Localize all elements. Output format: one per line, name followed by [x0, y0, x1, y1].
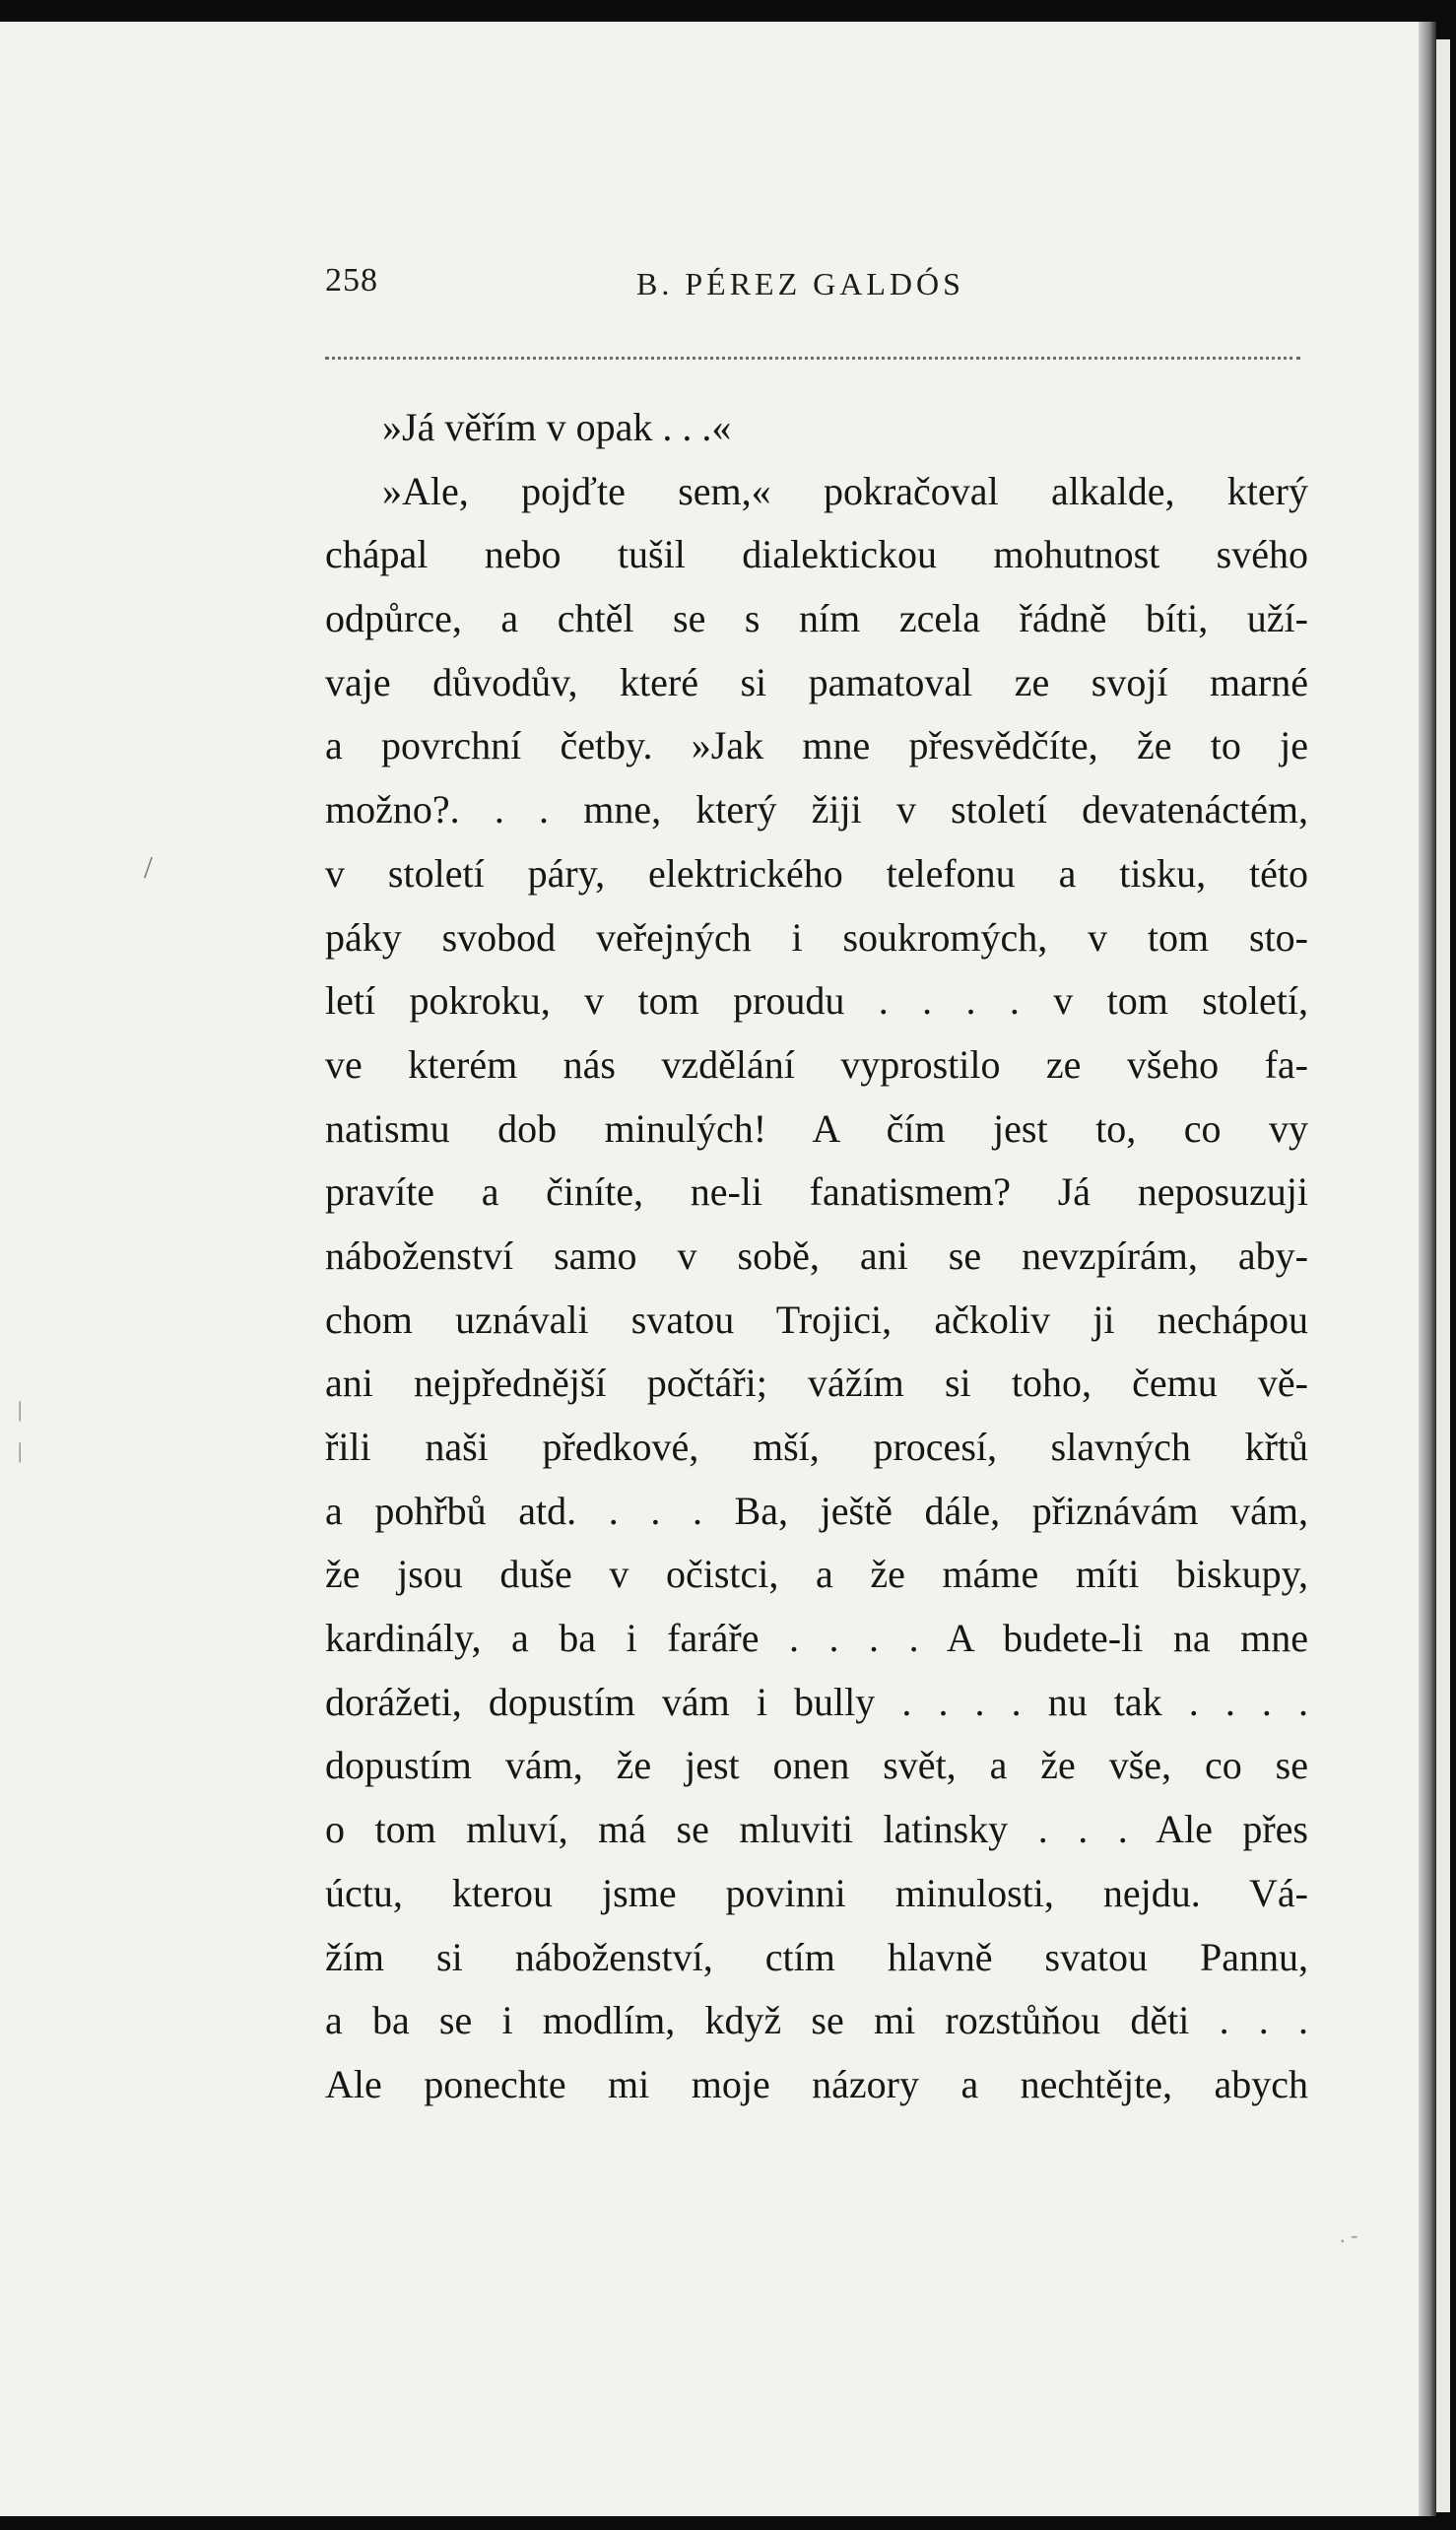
text-line: ani nejpřednější počtáři; vážím si toho, čemu vě-	[325, 1361, 1308, 1406]
header-dotted-rule	[325, 357, 1300, 360]
text-line: a ba se i modlím, když se mi rozstůňou děti . . .	[325, 1998, 1308, 2043]
text-line: odpůrce, a chtěl se s ním zcela řádně bíti, uží-	[325, 596, 1308, 641]
next-page-edge	[1436, 39, 1450, 2512]
text-line: kardinály, a ba i faráře . . . . A budete-li na mne	[325, 1616, 1308, 1661]
body-text	[325, 396, 1308, 2117]
text-line: náboženství samo v sobě, ani se nevzpírám, aby-	[325, 1232, 1308, 1278]
text-line: »Ale, pojďte sem,« pokračoval alkalde, který	[382, 468, 1308, 513]
text-line: natismu dob minulých! A čím jest to, co vy	[325, 1105, 1308, 1151]
text-line: o tom mluví, má se mluviti latinsky . . . Ale přes	[325, 1807, 1308, 1852]
text-line: dorážeti, dopustím vám i bully . . . . nu tak . . . .	[325, 1679, 1308, 1724]
text-line: v století páry, elektrického telefonu a tisku, této	[325, 850, 1308, 896]
running-title: B. PÉREZ GALDÓS	[636, 266, 964, 301]
text-line: chápal nebo tušil dialektickou mohutnost svého	[325, 532, 1308, 577]
margin-pencil-mark: /	[144, 849, 153, 885]
margin-smudge: . -	[1340, 2223, 1358, 2247]
page-edge-shadow	[1419, 22, 1436, 2516]
text-line: že jsou duše v očistci, a že máme míti biskupy,	[325, 1552, 1308, 1597]
text-line: ve kterém nás vzdělání vyprostilo ze všeho fa-	[325, 1041, 1308, 1087]
text-line: Ale ponechte mi moje názory a nechtějte, abych	[325, 2061, 1308, 2106]
text-line: chom uznávali svatou Trojici, ačkoliv ji nechápou	[325, 1297, 1308, 1342]
running-head	[325, 262, 1310, 317]
text-line: pravíte a činíte, ne-li fanatismem? Já neposuzuji	[325, 1169, 1308, 1215]
text-line: možno?. . . mne, který žiji v století devatenáctém,	[325, 787, 1308, 832]
text-line: úctu, kterou jsme povinni minulosti, nejdu. Vá-	[325, 1870, 1308, 1915]
text-line: páky svobod veřejných i soukromých, v tom sto-	[325, 914, 1308, 960]
text-line: a povrchní četby. »Jak mne přesvědčíte, že to je	[325, 723, 1308, 768]
page-number: 258	[325, 262, 378, 299]
text-line: a pohřbů atd. . . . Ba, ještě dále, přiznávám vám,	[325, 1488, 1308, 1533]
text-line: vaje důvodův, které si pamatoval ze svojí marné	[325, 659, 1308, 704]
text-line: řili naši předkové, mší, procesí, slavných křtů	[325, 1425, 1308, 1469]
text-line: »Já věřím v opak . . .«	[382, 405, 732, 449]
margin-tick-mark: |	[18, 1438, 23, 1463]
text-line: žím si náboženství, ctím hlavně svatou Pannu,	[325, 1934, 1308, 1979]
text-line: letí pokroku, v tom proudu . . . . v tom století,	[325, 978, 1308, 1024]
text-line: dopustím vám, že jest onen svět, a že vše, co se	[325, 1743, 1308, 1788]
margin-tick-mark: |	[18, 1397, 23, 1422]
